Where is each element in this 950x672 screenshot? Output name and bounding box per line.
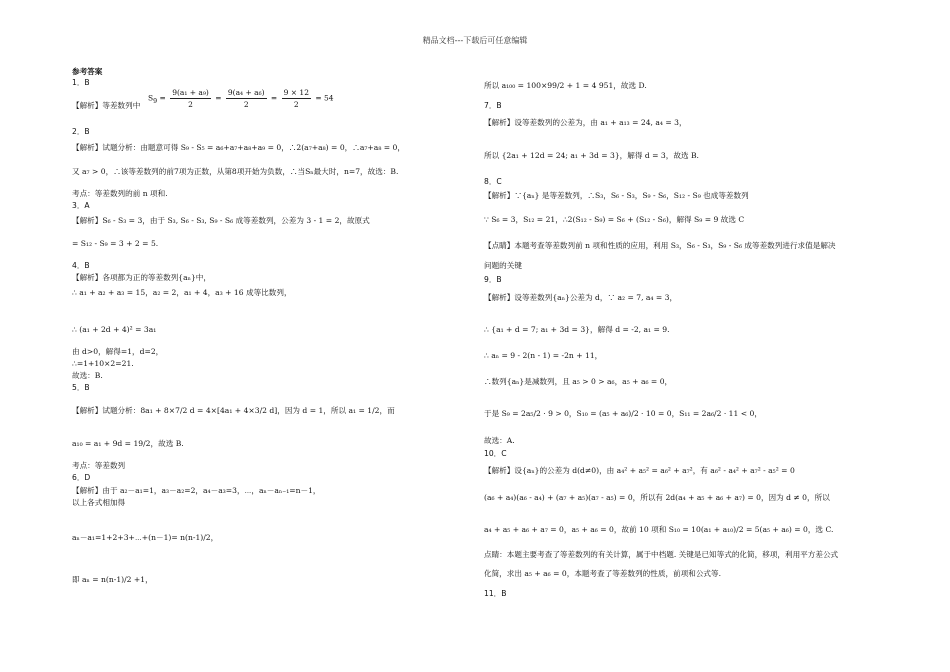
- q2-answer: 2．B: [72, 127, 90, 136]
- q4-explanation: 【解析】各项都为正的等差数列{aₙ}中，: [72, 273, 211, 282]
- q10-line3: a₄ + a₅ + a₆ + a₇ = 0，a₅ + a₆ = 0，故前 10 项和 S₁₀ = 10(a₁ + a₁₀)/2 = 5(a₅ + a₆) = 0，选 C.: [484, 525, 834, 534]
- q8-explanation: 【解析】∵{aₙ} 是等差数列，∴S₃，S₆ - S₃，S₉ - S₆，S₁₂ - S₉ 也成等差数列: [484, 191, 749, 200]
- q9-line4: ∴数列{aₙ}是减数列，且 a₅ > 0 > a₆，a₅ + a₆ = 0，: [484, 377, 673, 386]
- answer-title: 参考答案: [72, 67, 103, 76]
- q8-line2: ∵ S₆ = 3，S₁₂ = 21，∴2(S₁₂ - S₉) = S₆ + (S₁₂ - S₆)，解得 S₉ = 9 故选 C: [484, 215, 745, 224]
- q4-line5: ∴=1+10×2=21.: [72, 359, 134, 368]
- q8-answer: 8．C: [484, 177, 502, 186]
- q6-result: 所以 a₁₀₀ = 100×99/2 + 1 = 4 951，故选 D.: [484, 81, 647, 90]
- q9-line6: 故选：A.: [484, 436, 515, 445]
- q1-answer: 1．B: [72, 78, 90, 87]
- q2-explanation: 【解析】试题分析：由题意可得 S₉ - S₅ = a₆+a₇+a₈+a₉ = 0，∴2(a₇+a₈) = 0，∴a₇+a₈ = 0，: [72, 143, 405, 152]
- q8-dianjing: 【点睛】本题考查等差数列前 n 项和性质的应用，利用 S₃，S₆ - S₃，S₉ - S₆ 成等差数列进行求值是解决: [484, 241, 836, 250]
- q10-explanation: 【解析】设{aₙ}的公差为 d(d≠0)，由 a₄² + a₅² = a₆² + a₇²，有 a₆² - a₄² + a₇² - a₅² = 0: [484, 466, 795, 475]
- q2-line2: 又 a₇ > 0，∴该等差数列的前7项为正数，从第8项开始为负数，∴当Sₙ最大时，n=7，故选：B.: [72, 167, 399, 176]
- q5-kaodian: 考点：等差数列: [72, 461, 126, 470]
- q3-explanation: 【解析】S₆ - S₃ = 3，由于 S₃, S₆ - S₃, S₉ - S₆ 成等差数列，公差为 3 - 1 = 2，故原式: [72, 216, 370, 225]
- q6-line2: 以上各式相加得: [72, 498, 126, 507]
- q4-line4: 由 d>0，解得=1，d=2，: [72, 347, 164, 356]
- q6-explanation: 【解析】由于 a₂－a₁=1，a₃－a₂=2，a₄－a₃=3，⋯，aₙ－aₙ₋₁=n－1，: [72, 486, 321, 495]
- q7-explanation: 【解析】设等差数列的公差为，由 a₁ + a₁₃ = 24, a₄ = 3，: [484, 118, 687, 127]
- q9-answer: 9．B: [484, 275, 502, 284]
- q7-line2: 所以 {2a₁ + 12d = 24; a₁ + 3d = 3}，解得 d = 3，故选 B.: [484, 151, 699, 160]
- q3-line2: = S₁₂ - S₉ = 3 + 2 = 5.: [72, 239, 159, 248]
- q2-kaodian: 考点：等差数列的前 n 项和.: [72, 189, 168, 198]
- q11-answer: 11．B: [484, 589, 507, 598]
- q5-explanation: 【解析】试题分析：8a₁ + 8×7/2 d = 4×[4a₁ + 4×3/2 d]，因为 d = 1，所以 a₁ = 1/2，而: [72, 406, 395, 415]
- q7-answer: 7．B: [484, 101, 502, 110]
- q8-dianjing-2: 问题的关键: [484, 261, 522, 270]
- q5-answer: 5．B: [72, 383, 90, 392]
- q10-line2: (a₆ + a₄)(a₆ - a₄) + (a₇ + a₅)(a₇ - a₅) = 0，所以有 2d(a₄ + a₅ + a₆ + a₇) = 0，因为 d ≠ 0，所以: [484, 493, 830, 502]
- q9-line3: ∴ aₙ = 9 - 2(n - 1) = -2n + 11，: [484, 351, 603, 360]
- q4-line6: 故选：B.: [72, 371, 103, 380]
- q6-line4: 即 aₙ = n(n-1)/2 +1，: [72, 575, 153, 584]
- q3-answer: 3．A: [72, 201, 90, 210]
- q9-line5: 于是 S₉ = 2a₅/2 · 9 > 0，S₁₀ = (a₅ + a₆)/2 · 10 = 0，S₁₁ = 2a₆/2 · 11 < 0，: [484, 409, 762, 418]
- q10-dianjing: 点睛：本题主要考查了等差数列的有关计算，属于中档题. 关键是已知等式的化简，移项，利用平方差公式: [484, 550, 839, 559]
- q6-line3: aₙ－a₁=1+2+3+⋯+(n－1)= n(n-1)/2，: [72, 533, 219, 542]
- q5-line2: a₁₀ = a₁ + 9d = 19/2，故选 B.: [72, 439, 184, 448]
- q1-formula: $S_9$ = $\frac{\text{9(a₁ + a₉)}}{2}$ = $\frac{\text{9(a₄ + a₆)}}{2}$ = $\frac{9 \times 12}{2}$ = 54: [148, 88, 334, 109]
- q9-line2: ∴ {a₁ + d = 7; a₁ + 3d = 3}，解得 d = -2, a₁ = 9.: [484, 325, 670, 334]
- q4-answer: 4．B: [72, 261, 90, 270]
- q4-line3: ∴ (a₁ + 2d + 4)² = 3a₁: [72, 325, 157, 334]
- q4-line2: ∴ a₁ + a₂ + a₃ = 15，a₂ = 2，a₁ + 4，a₃ + 16 成等比数列，: [72, 288, 292, 297]
- page-header: 精品文档---下载后可任意编辑: [422, 36, 528, 45]
- q6-answer: 6．D: [72, 473, 91, 482]
- q10-answer: 10．C: [484, 449, 507, 458]
- q10-dianjing-2: 化简，求出 a₅ + a₆ = 0，本题考查了等差数列的性质，前项和公式等.: [484, 569, 722, 578]
- q1-explanation: 【解析】等差数列中: [72, 101, 141, 110]
- q9-explanation: 【解析】设等差数列{aₙ}公差为 d，∵ a₂ = 7, a₄ = 3，: [484, 293, 678, 302]
